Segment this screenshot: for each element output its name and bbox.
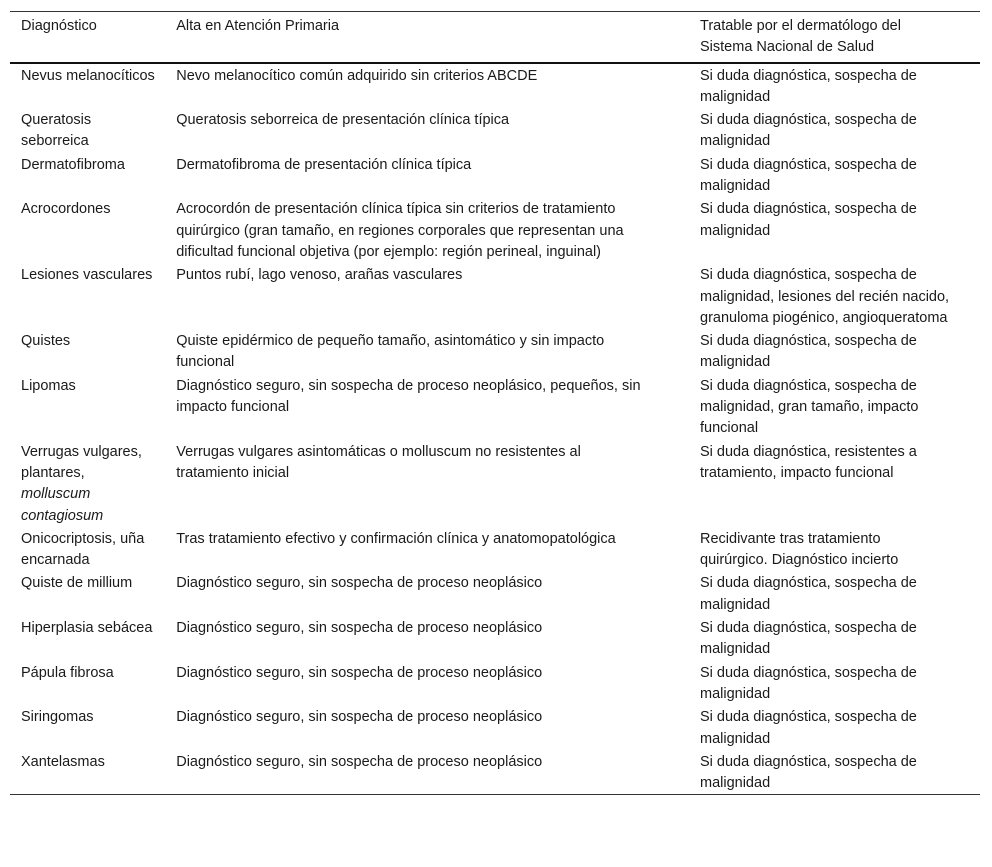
- table-header-row: [10, 12, 980, 63]
- cell-diagnosis: [10, 263, 176, 329]
- cell-diagnosis: [10, 750, 176, 795]
- cell-primary-care: [176, 661, 700, 706]
- dermatologist-text: Si duda diagnóstica, sospecha de malignidad, lesiones del recién nacido, granuloma piogénico, angioqueratoma: [700, 267, 950, 326]
- table-row: [10, 571, 980, 616]
- primary-care-text: Diagnóstico seguro, sin sospecha de proceso neoplásico, pequeños, sin impacto funcional: [176, 377, 641, 416]
- cell-diagnosis: [10, 197, 176, 263]
- diagnosis-text: Xantelasmas: [21, 753, 105, 770]
- cell-diagnosis: [10, 571, 176, 616]
- dermatologist-text: Si duda diagnóstica, sospecha de malignidad, gran tamaño, impacto funcional: [700, 377, 919, 437]
- table-row: [10, 63, 980, 109]
- cell-dermatologist: [700, 108, 980, 153]
- dermatologist-text: Si duda diagnóstica, sospecha de malignidad: [700, 709, 917, 747]
- cell-diagnosis: [10, 374, 176, 440]
- diagnosis-text: Queratosis seborreica: [21, 112, 92, 150]
- diagnosis-text: Siringomas: [21, 709, 94, 726]
- diagnosis-text: Nevus melanocíticos: [21, 67, 155, 84]
- table-body: [10, 63, 980, 795]
- cell-dermatologist: [700, 153, 980, 198]
- diagnosis-text: Hiperplasia sebácea: [21, 620, 153, 637]
- cell-diagnosis: [10, 329, 176, 374]
- primary-care-text: Queratosis seborreica de presentación clínica típica: [176, 112, 510, 129]
- cell-diagnosis: [10, 440, 176, 527]
- primary-care-text: Diagnóstico seguro, sin sospecha de proceso neoplásico: [176, 753, 543, 770]
- cell-diagnosis: [10, 527, 176, 572]
- table-row: [10, 527, 980, 572]
- dermatologist-text: Si duda diagnóstica, sospecha de malignidad: [700, 575, 917, 613]
- cell-dermatologist: [700, 263, 980, 329]
- cell-dermatologist: [700, 661, 980, 706]
- cell-dermatologist: [700, 750, 980, 795]
- primary-care-text: Diagnóstico seguro, sin sospecha de proceso neoplásico: [176, 664, 543, 681]
- cell-dermatologist: [700, 329, 980, 374]
- diagnosis-text: Onicocriptosis, uña encarnada: [21, 530, 145, 569]
- header-label: Diagnóstico: [21, 18, 97, 34]
- diagnosis-text: Verrugas vulgares, plantares,: [21, 443, 142, 481]
- cell-diagnosis: [10, 63, 176, 109]
- diagnosis-text: Pápula fibrosa: [21, 664, 114, 681]
- dermatologist-text: Si duda diagnóstica, sospecha de malignidad: [700, 156, 917, 195]
- cell-dermatologist: [700, 63, 980, 109]
- diagnosis-text: Quistes: [21, 333, 71, 350]
- primary-care-text: Tras tratamiento efectivo y confirmación clínica y anatomopatológica: [176, 530, 616, 547]
- table-row: [10, 661, 980, 706]
- cell-dermatologist: [700, 527, 980, 572]
- table-row: [10, 750, 980, 795]
- dermatologist-text: Recidivante tras tratamiento quirúrgico. Diagnóstico incierto: [700, 530, 899, 569]
- cell-primary-care: [176, 527, 700, 572]
- dermatologist-text: Si duda diagnóstica, sospecha de malignidad: [700, 201, 917, 239]
- cell-primary-care: [176, 263, 700, 329]
- primary-care-text: Nevo melanocítico común adquirido sin criterios ABCDE: [176, 67, 538, 84]
- header-label: Tratable por el dermatólogo del Sistema Nacional de Salud: [700, 18, 901, 56]
- cell-primary-care: [176, 329, 700, 374]
- table-row: [10, 705, 980, 750]
- dermatologist-text: Si duda diagnóstica, sospecha de malignidad: [700, 67, 917, 105]
- diagnosis-table: [10, 11, 980, 795]
- cell-primary-care: [176, 153, 700, 198]
- header-diagnosis: [10, 12, 176, 63]
- cell-primary-care: [176, 616, 700, 661]
- cell-primary-care: [176, 750, 700, 795]
- dermatologist-text: Si duda diagnóstica, sospecha de malignidad: [700, 664, 917, 702]
- primary-care-text: Acrocordón de presentación clínica típica sin criterios de tratamiento quirúrgico (gran tamaño, en regiones corporales que representan una dificultad funcional objetiva (por ejemplo: región perineal, inguinal): [176, 201, 624, 260]
- dermatologist-text: Si duda diagnóstica, sospecha de malignidad: [700, 753, 917, 792]
- cell-dermatologist: [700, 571, 980, 616]
- primary-care-text: Diagnóstico seguro, sin sospecha de proceso neoplásico: [176, 575, 543, 592]
- table-row: [10, 440, 980, 527]
- table-row: [10, 197, 980, 263]
- cell-primary-care: [176, 440, 700, 527]
- diagnosis-text: Dermatofibroma: [21, 156, 125, 173]
- table-row: [10, 374, 980, 440]
- cell-dermatologist: [700, 374, 980, 440]
- diagnosis-text: Lesiones vasculares: [21, 267, 153, 284]
- primary-care-text: Diagnóstico seguro, sin sospecha de proceso neoplásico: [176, 709, 543, 726]
- cell-dermatologist: [700, 440, 980, 527]
- cell-primary-care: [176, 197, 700, 263]
- dermatologist-text: Si duda diagnóstica, sospecha de malignidad: [700, 333, 917, 371]
- primary-care-text: Dermatofibroma de presentación clínica típica: [176, 156, 472, 173]
- table-row: [10, 263, 980, 329]
- primary-care-text: Diagnóstico seguro, sin sospecha de proceso neoplásico: [176, 620, 543, 637]
- cell-primary-care: [176, 705, 700, 750]
- diagnosis-text: Lipomas: [21, 377, 76, 394]
- cell-primary-care: [176, 63, 700, 109]
- table-row: [10, 616, 980, 661]
- cell-primary-care: [176, 374, 700, 440]
- primary-care-text: Verrugas vulgares asintomáticas o molluscum no resistentes al tratamiento inicial: [176, 443, 581, 481]
- table-row: [10, 329, 980, 374]
- table-row: [10, 108, 980, 153]
- cell-dermatologist: [700, 705, 980, 750]
- cell-diagnosis: [10, 705, 176, 750]
- header-dermatologist: [700, 12, 980, 63]
- cell-diagnosis: [10, 108, 176, 153]
- diagnosis-italic-text: molluscum contagiosum: [21, 486, 104, 524]
- header-primary-care: [176, 12, 700, 63]
- cell-diagnosis: [10, 616, 176, 661]
- cell-primary-care: [176, 108, 700, 153]
- primary-care-text: Puntos rubí, lago venoso, arañas vasculares: [176, 267, 463, 284]
- dermatologist-text: Si duda diagnóstica, sospecha de malignidad: [700, 112, 917, 150]
- header-label: Alta en Atención Primaria: [176, 18, 340, 34]
- table-row: [10, 153, 980, 198]
- dermatologist-text: Si duda diagnóstica, sospecha de malignidad: [700, 620, 917, 658]
- cell-dermatologist: [700, 197, 980, 263]
- diagnosis-text: Acrocordones: [21, 201, 111, 218]
- dermatologist-text: Si duda diagnóstica, resistentes a tratamiento, impacto funcional: [700, 443, 917, 481]
- diagnosis-text: Quiste de millium: [21, 575, 133, 592]
- cell-primary-care: [176, 571, 700, 616]
- cell-diagnosis: [10, 661, 176, 706]
- primary-care-text: Quiste epidérmico de pequeño tamaño, asintomático y sin impacto funcional: [176, 333, 605, 371]
- cell-dermatologist: [700, 616, 980, 661]
- cell-diagnosis: [10, 153, 176, 198]
